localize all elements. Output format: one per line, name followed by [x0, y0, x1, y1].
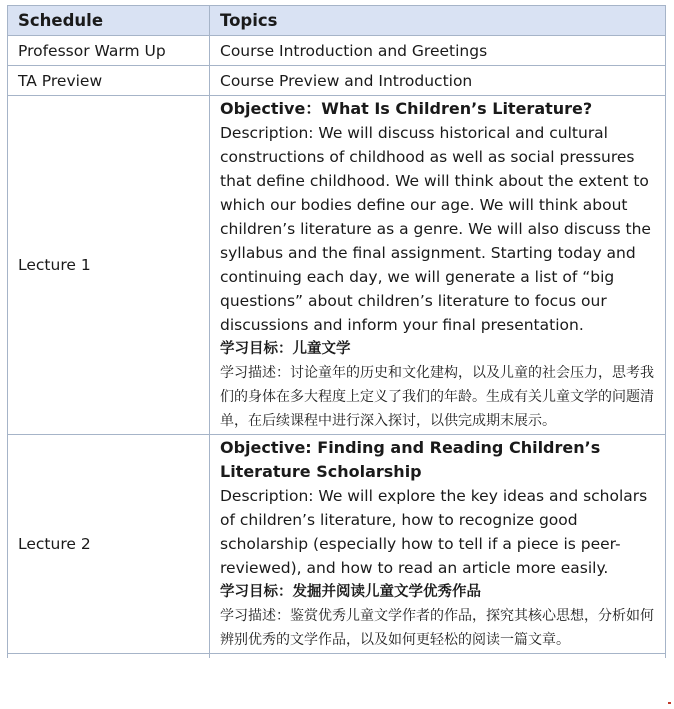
table-row-lecture-2: [8, 435, 666, 654]
table-header-row: [8, 6, 666, 36]
schedule-table: [7, 5, 666, 658]
table-row: [8, 66, 666, 96]
lecture-objective: Objective: Finding and Reading Children’s Literature Scholarship: [220, 438, 601, 481]
lecture-objective-cn: 学习目标：发掘并阅读儿童文学优秀作品: [220, 584, 481, 600]
topic-cell: [210, 654, 666, 659]
lecture-description-cn: 学习描述：鉴赏优秀儿童文学作者的作品，探究其核心思想，分析如何辨别优秀的文学作品，以及如何更轻松的阅读一篇文章。: [220, 608, 654, 648]
schedule-cell: Professor Warm Up: [8, 36, 210, 66]
topic-cell: Course Preview and Introduction: [210, 66, 666, 96]
lecture-description: Description: We will discuss historical and cultural constructions of childhood as well as social pressures that define childhood. We will think about the extent to which our bodies define our age. We will think about children’s literature as a genre. We will also discuss the syllabus and the final assignment. Starting today and continuing each day, we will generate a list of “big questions” about children’s literature to focus our discussions and inform your final presentation.: [220, 124, 651, 334]
schedule-cell: Lecture 1: [8, 96, 210, 435]
table-row: [8, 36, 666, 66]
lecture-objective: Objective：What Is Children’s Literature?: [220, 99, 593, 118]
lecture-objective-cn: 学习目标：儿童文学: [220, 341, 351, 357]
lecture-description: Description: We will explore the key ideas and scholars of children’s literature, how to recognize good scholarship (especially how to tell if a piece is peer-reviewed), and how to read an article more easily.: [220, 487, 648, 577]
topics-column-header: Topics: [210, 6, 666, 36]
table-row-lecture-1: [8, 96, 666, 435]
schedule-cell: [8, 654, 210, 659]
schedule-cell: TA Preview: [8, 66, 210, 96]
schedule-column-header: Schedule: [8, 6, 210, 36]
table-row-partial: [8, 654, 666, 659]
topic-cell: [210, 435, 666, 654]
page-edge-mark: [668, 702, 671, 704]
schedule-cell: Lecture 2: [8, 435, 210, 654]
topic-cell: [210, 96, 666, 435]
lecture-description-cn: 学习描述：讨论童年的历史和文化建构，以及儿童的社会压力，思考我们的身体在多大程度上定义了我们的年龄。生成有关儿童文学的问题清单，在后续课程中进行深入探讨，以供完成期末展示。: [220, 365, 654, 429]
topic-cell: Course Introduction and Greetings: [210, 36, 666, 66]
